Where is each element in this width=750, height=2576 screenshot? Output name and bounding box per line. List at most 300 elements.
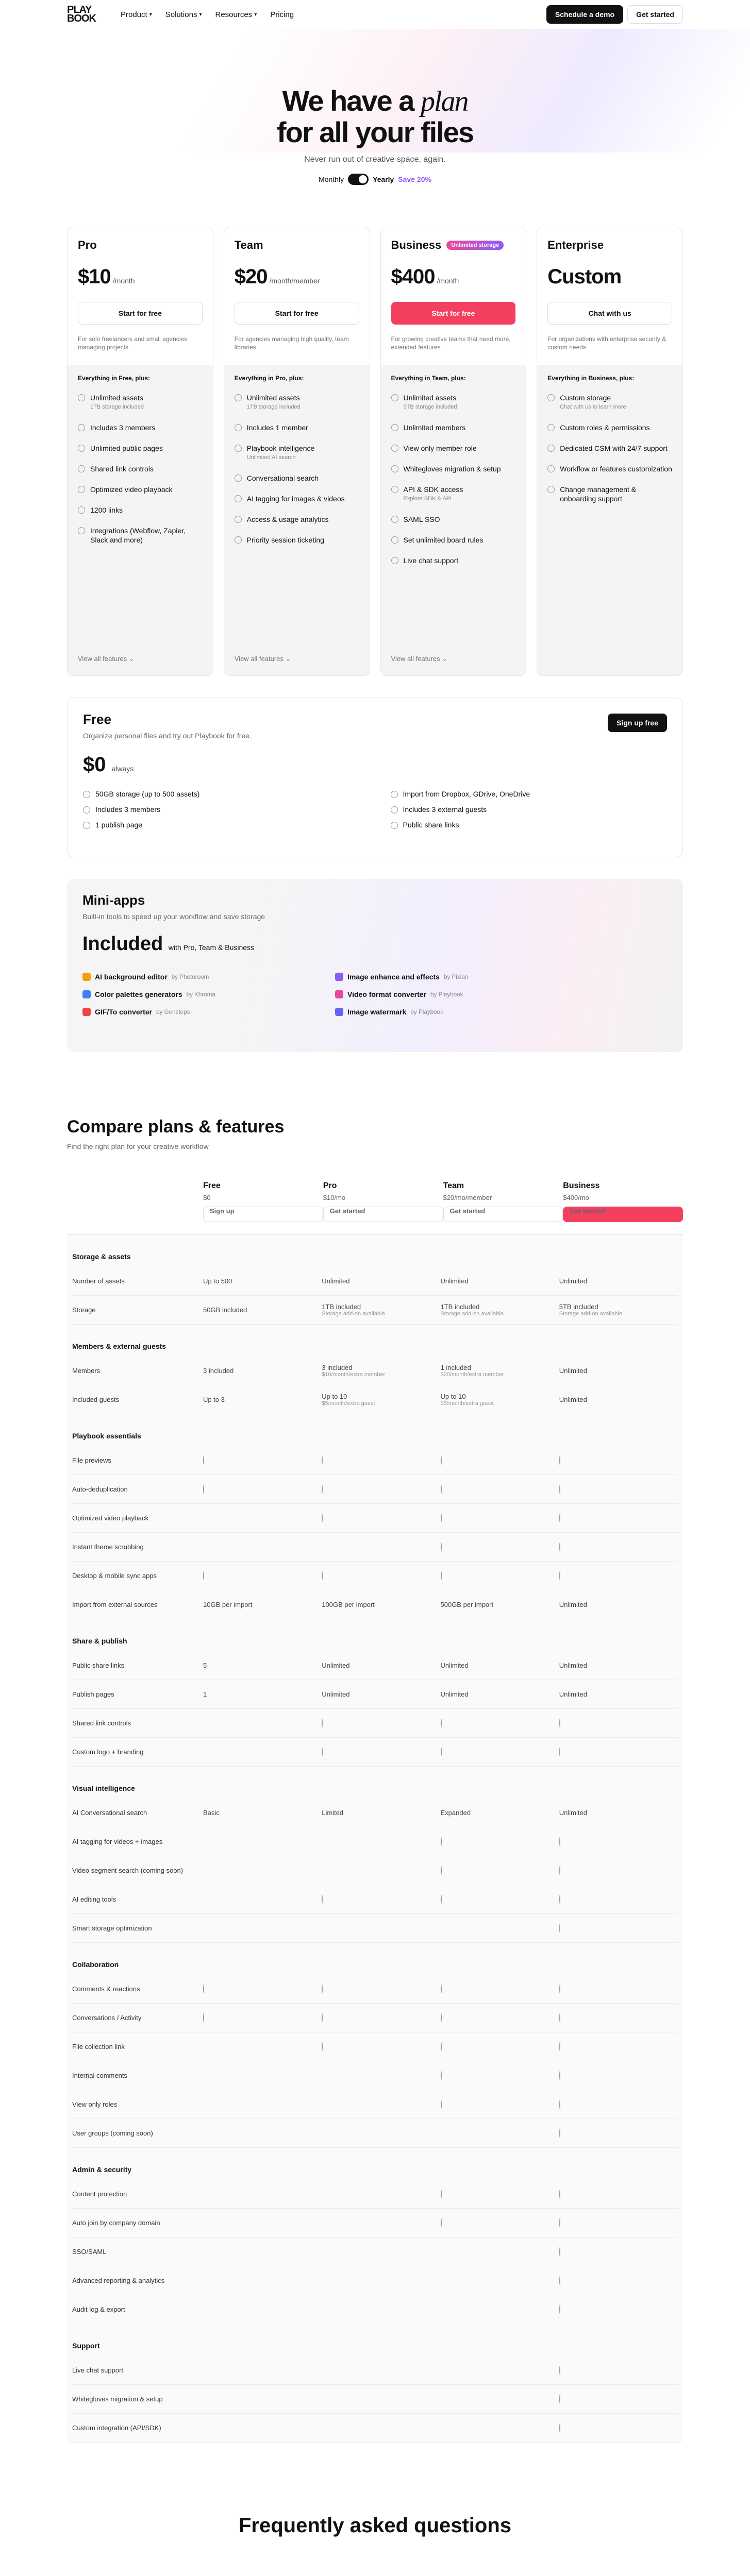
feature-text bbox=[560, 444, 668, 453]
compare-cta-button[interactable]: Get started bbox=[563, 1207, 683, 1222]
check-icon bbox=[203, 1571, 204, 1580]
check-icon bbox=[391, 394, 398, 401]
feature-label: Unlimited members bbox=[403, 423, 466, 432]
chevron-down-icon: ▾ bbox=[149, 11, 152, 18]
compare-value: 1TB included bbox=[322, 1303, 361, 1311]
compare-cell bbox=[441, 1809, 559, 1817]
feature-label: 1200 links bbox=[90, 506, 123, 514]
plan-features bbox=[537, 365, 682, 675]
compare-feature-name: Whitegloves migration & setup bbox=[72, 2395, 163, 2403]
features-heading: Everything in Business, plus: bbox=[547, 375, 635, 382]
feature-item bbox=[78, 505, 203, 515]
feature-text bbox=[247, 444, 315, 462]
compare-cell bbox=[203, 1396, 322, 1403]
compare-row bbox=[72, 1357, 678, 1385]
feature-item bbox=[391, 464, 516, 473]
compare-header bbox=[67, 1181, 683, 1234]
check-icon bbox=[441, 2013, 442, 2022]
feature-text bbox=[90, 393, 144, 412]
feature-label: Whitegloves migration & setup bbox=[403, 465, 501, 473]
feature-text bbox=[560, 393, 626, 412]
app-icon bbox=[82, 973, 91, 981]
compare-row bbox=[72, 2385, 678, 2414]
check-icon bbox=[441, 2100, 442, 2109]
compare-cell bbox=[559, 1985, 678, 1993]
compare-cell bbox=[441, 2043, 559, 2050]
check-icon bbox=[78, 506, 85, 514]
check-icon bbox=[78, 445, 85, 452]
plan-name-label: Business bbox=[391, 239, 442, 251]
feature-note: 5TB storage included bbox=[403, 404, 457, 410]
mini-apps-card bbox=[67, 879, 683, 1052]
check-icon bbox=[559, 1924, 560, 1933]
feature-text bbox=[560, 464, 672, 473]
free-title: Free bbox=[83, 711, 111, 727]
compare-cell bbox=[441, 1895, 559, 1903]
compare-cell bbox=[441, 2014, 559, 2022]
plan-card-top bbox=[224, 227, 370, 355]
save-badge: Save 20% bbox=[398, 175, 431, 183]
price-value: $400 bbox=[391, 265, 435, 288]
compare-cell bbox=[559, 1690, 678, 1698]
plan-description: For growing creative teams that need more, extended features bbox=[391, 335, 511, 351]
feature-text bbox=[247, 494, 345, 503]
check-icon bbox=[235, 474, 242, 482]
check-icon bbox=[391, 822, 398, 829]
check-icon bbox=[441, 1748, 442, 1756]
compare-note: $20/month/extra member bbox=[440, 1371, 504, 1378]
compare-note: $5/month/extra guest bbox=[322, 1400, 375, 1406]
compare-feature-name: Number of assets bbox=[72, 1277, 125, 1285]
plan-card-top bbox=[537, 227, 682, 355]
nav-item-label: Solutions bbox=[165, 10, 197, 19]
compare-cell bbox=[559, 2219, 678, 2227]
plan-name bbox=[391, 239, 516, 252]
compare-cell bbox=[559, 1514, 678, 1522]
check-icon bbox=[235, 424, 242, 431]
compare-cell bbox=[441, 1485, 559, 1493]
feature-label: Unlimited assets bbox=[246, 394, 300, 402]
free-feature-label: Import from Dropbox, GDrive, OneDrive bbox=[403, 790, 530, 798]
check-icon bbox=[322, 1985, 323, 1993]
free-feature-label: 50GB storage (up to 500 assets) bbox=[95, 790, 200, 798]
check-icon bbox=[203, 1456, 204, 1465]
nav-item[interactable] bbox=[215, 10, 257, 19]
feature-item bbox=[78, 526, 203, 545]
compare-row bbox=[72, 2004, 678, 2032]
compare-cell bbox=[441, 1393, 559, 1406]
feature-item bbox=[547, 464, 672, 473]
check-icon bbox=[559, 1514, 560, 1522]
free-feature-item bbox=[83, 790, 360, 798]
check-icon bbox=[547, 445, 555, 452]
faq-item[interactable] bbox=[165, 2568, 585, 2576]
feature-text bbox=[247, 393, 301, 412]
hero bbox=[0, 29, 750, 183]
feature-note: 1TB storage included bbox=[246, 404, 301, 410]
compare-cell bbox=[441, 2072, 559, 2079]
plan-cta-button[interactable]: Start for free bbox=[391, 302, 516, 325]
feature-label: Dedicated CSM with 24/7 support bbox=[560, 444, 668, 452]
compare-cell bbox=[322, 1662, 440, 1669]
mini-app-vendor: by Playbook bbox=[410, 1008, 443, 1015]
compare-row bbox=[72, 2209, 678, 2238]
plan-card bbox=[67, 227, 213, 676]
compare-note: Storage add-on available bbox=[559, 1311, 623, 1317]
compare-cta-button[interactable]: Get started bbox=[443, 1207, 563, 1222]
compare-cell bbox=[441, 1456, 559, 1464]
check-icon bbox=[559, 2218, 560, 2227]
check-icon bbox=[441, 1837, 442, 1846]
feature-item bbox=[391, 423, 516, 432]
compare-plan-name: Free bbox=[203, 1181, 221, 1190]
compare-value: Unlimited bbox=[559, 1367, 587, 1375]
check-icon bbox=[441, 1866, 442, 1875]
mini-app-item[interactable] bbox=[335, 973, 546, 981]
feature-item bbox=[547, 423, 672, 432]
compare-plan-name: Team bbox=[443, 1181, 464, 1190]
plan-cta-button[interactable]: Chat with us bbox=[547, 302, 672, 325]
chevron-down-icon: ▾ bbox=[199, 11, 202, 18]
plan-badge: Unlimited storage bbox=[446, 241, 504, 250]
compare-section-title: Playbook essentials bbox=[72, 1432, 141, 1440]
check-icon bbox=[322, 1895, 323, 1904]
price-value: $10 bbox=[78, 265, 111, 288]
compare-row bbox=[72, 1799, 678, 1827]
price-unit: /month/member bbox=[269, 277, 320, 285]
compare-cell bbox=[203, 2014, 322, 2022]
check-icon bbox=[83, 791, 90, 798]
mini-app-name: AI background editor bbox=[95, 973, 168, 981]
plan-name bbox=[547, 239, 672, 252]
compare-value: 1 bbox=[203, 1690, 207, 1698]
feature-item bbox=[235, 423, 359, 432]
check-icon bbox=[559, 2071, 560, 2080]
faq-title: Frequently asked questions bbox=[238, 2514, 512, 2537]
check-icon bbox=[559, 2190, 560, 2198]
compare-cell bbox=[559, 1543, 678, 1551]
yearly-label[interactable]: Yearly bbox=[373, 175, 394, 183]
check-icon bbox=[235, 536, 242, 544]
compare-cell bbox=[441, 1867, 559, 1874]
compare-note: $10/month/extra member bbox=[322, 1371, 386, 1378]
compare-cell bbox=[322, 1456, 440, 1464]
feature-text bbox=[247, 423, 308, 432]
check-icon bbox=[441, 2190, 442, 2198]
compare-title: Compare plans & features bbox=[67, 1117, 285, 1137]
compare-cell bbox=[322, 1719, 440, 1727]
compare-cell bbox=[441, 1838, 559, 1845]
plan-name-label: Pro bbox=[78, 239, 97, 251]
check-icon bbox=[559, 2100, 560, 2109]
monthly-label[interactable]: Monthly bbox=[319, 175, 344, 183]
feature-label: Optimized video playback bbox=[90, 485, 173, 494]
plan-card bbox=[537, 227, 683, 676]
check-icon bbox=[203, 2013, 204, 2022]
chevron-down-icon: ▾ bbox=[254, 11, 257, 18]
compare-cell bbox=[203, 1601, 322, 1608]
compare-row bbox=[72, 1590, 678, 1619]
feature-label: Playbook intelligence bbox=[246, 444, 315, 452]
compare-cell bbox=[441, 1719, 559, 1727]
compare-feature-name: Conversations / Activity bbox=[72, 2014, 142, 2022]
price-value: $20 bbox=[234, 265, 268, 288]
app-icon bbox=[82, 990, 91, 998]
plan-features bbox=[68, 365, 213, 675]
compare-cell bbox=[322, 1572, 440, 1580]
check-icon bbox=[559, 2305, 560, 2314]
app-icon bbox=[335, 973, 343, 981]
feature-label: Conversational search bbox=[246, 474, 319, 482]
compare-cell bbox=[559, 1895, 678, 1903]
check-icon bbox=[559, 1719, 560, 1727]
plan-card-top bbox=[68, 227, 213, 355]
logo[interactable]: PLAY BOOK bbox=[67, 4, 96, 24]
compare-feature-name: Included guests bbox=[72, 1396, 120, 1403]
feature-label: Unlimited public pages bbox=[90, 444, 163, 452]
feature-item bbox=[235, 393, 359, 412]
compare-row bbox=[72, 1562, 678, 1590]
check-icon bbox=[322, 1719, 323, 1727]
feature-label: Custom storage bbox=[560, 394, 611, 402]
feature-label: Change management & onboarding support bbox=[560, 485, 637, 503]
features-heading: Everything in Team, plus: bbox=[391, 375, 466, 382]
feature-label: API & SDK access bbox=[403, 485, 463, 494]
compare-value: Up to 10 bbox=[322, 1393, 347, 1400]
check-icon bbox=[391, 806, 398, 814]
check-icon bbox=[559, 1985, 560, 1993]
compare-feature-name: Auto join by company domain bbox=[72, 2219, 160, 2227]
check-icon bbox=[441, 1514, 442, 1522]
billing-switch[interactable] bbox=[348, 174, 369, 185]
check-icon bbox=[559, 2129, 560, 2138]
check-icon bbox=[322, 2042, 323, 2051]
compare-row bbox=[72, 2295, 678, 2324]
plan-card bbox=[380, 227, 527, 676]
free-feature-label: Includes 3 members bbox=[95, 805, 161, 814]
compare-section-title: Storage & assets bbox=[72, 1252, 131, 1261]
get-started-button[interactable]: Get started bbox=[627, 5, 683, 24]
compare-value: Unlimited bbox=[440, 1690, 469, 1698]
check-icon bbox=[559, 1571, 560, 1580]
check-icon bbox=[441, 1543, 442, 1551]
compare-feature-name: Custom integration (API/SDK) bbox=[72, 2424, 161, 2432]
check-icon bbox=[391, 445, 398, 452]
compare-section-title: Collaboration bbox=[72, 1960, 119, 1969]
feature-item bbox=[235, 515, 359, 524]
check-icon bbox=[559, 2366, 560, 2375]
feature-label: SAML SSO bbox=[403, 515, 440, 523]
free-features bbox=[83, 790, 667, 829]
check-icon bbox=[235, 516, 242, 523]
check-icon bbox=[559, 1748, 560, 1756]
feature-label: Shared link controls bbox=[90, 465, 154, 473]
nav-item[interactable] bbox=[270, 10, 294, 19]
compare-cell bbox=[322, 1601, 440, 1608]
compare-table bbox=[67, 1234, 683, 2443]
feature-label: Unlimited assets bbox=[403, 394, 457, 402]
feature-text bbox=[90, 423, 155, 432]
check-icon bbox=[391, 516, 398, 523]
feature-text bbox=[560, 423, 649, 432]
check-icon bbox=[78, 527, 85, 534]
compare-value: Expanded bbox=[440, 1809, 471, 1817]
compare-feature-name: File previews bbox=[72, 1456, 111, 1464]
feature-item bbox=[391, 556, 516, 565]
compare-feature-name: Public share links bbox=[72, 1662, 125, 1669]
sign-up-free-button[interactable]: Sign up free bbox=[608, 714, 667, 732]
compare-value: 5TB included bbox=[559, 1303, 598, 1311]
check-icon bbox=[322, 2013, 323, 2022]
compare-cell bbox=[559, 2248, 678, 2256]
feature-item bbox=[78, 393, 203, 412]
plan-price bbox=[78, 265, 203, 289]
compare-value: Up to 500 bbox=[203, 1277, 232, 1285]
compare-cell bbox=[322, 2043, 440, 2050]
feature-label: Access & usage analytics bbox=[246, 515, 329, 523]
compare-cell bbox=[441, 1601, 559, 1608]
compare-row bbox=[72, 1914, 678, 1943]
compare-section-title: Admin & security bbox=[72, 2165, 132, 2174]
compare-cell bbox=[203, 1277, 322, 1285]
check-icon bbox=[559, 1866, 560, 1875]
mini-apps-list bbox=[82, 973, 546, 1016]
compare-cta-button[interactable]: Sign up bbox=[203, 1207, 323, 1222]
view-all-features-link[interactable]: View all features ⌄ bbox=[78, 655, 135, 663]
compare-value: Unlimited bbox=[440, 1277, 469, 1285]
feature-item bbox=[78, 485, 203, 494]
check-icon bbox=[78, 394, 85, 401]
hero-subtitle: Never run out of creative space, again. bbox=[304, 155, 446, 164]
compare-cell bbox=[559, 1303, 678, 1317]
check-icon bbox=[441, 2042, 442, 2051]
compare-cell bbox=[441, 2219, 559, 2227]
free-feature-item bbox=[83, 805, 360, 814]
mini-app-item[interactable] bbox=[82, 990, 294, 998]
compare-note: Storage add-on available bbox=[440, 1311, 504, 1317]
mini-app-item[interactable] bbox=[82, 1008, 294, 1016]
check-icon bbox=[441, 1485, 442, 1494]
view-all-features-link[interactable]: View all features ⌄ bbox=[234, 655, 291, 663]
check-icon bbox=[559, 2247, 560, 2256]
compare-cell bbox=[203, 1809, 322, 1817]
feature-text bbox=[404, 556, 459, 565]
top-nav bbox=[0, 0, 750, 29]
check-icon bbox=[203, 1485, 204, 1494]
compare-row bbox=[72, 1296, 678, 1325]
compare-cell bbox=[559, 1809, 678, 1817]
mini-app-name: Image watermark bbox=[347, 1008, 407, 1016]
compare-row bbox=[72, 2414, 678, 2443]
check-icon bbox=[559, 2276, 560, 2285]
compare-cell bbox=[322, 1485, 440, 1493]
compare-subtitle: Find the right plan for your creative workflow bbox=[67, 1142, 209, 1150]
compare-row bbox=[72, 1267, 678, 1296]
view-all-features-link[interactable]: View all features ⌄ bbox=[391, 655, 448, 663]
compare-cell bbox=[441, 1277, 559, 1285]
compare-cell bbox=[559, 2100, 678, 2108]
feature-item bbox=[391, 444, 516, 453]
feature-text bbox=[404, 423, 466, 432]
compare-row bbox=[72, 1680, 678, 1709]
plan-card bbox=[224, 227, 370, 676]
compare-value: 1 included bbox=[440, 1364, 471, 1371]
compare-feature-name: AI tagging for videos + images bbox=[72, 1838, 163, 1845]
compare-cell bbox=[559, 1367, 678, 1375]
compare-cta-button[interactable]: Get started bbox=[323, 1207, 443, 1222]
price-unit: /month bbox=[112, 277, 135, 285]
app-icon bbox=[335, 990, 343, 998]
compare-row bbox=[72, 2090, 678, 2119]
feature-label: Workflow or features customization bbox=[560, 465, 672, 473]
check-icon bbox=[441, 1456, 442, 1465]
nav-item[interactable] bbox=[121, 10, 152, 19]
feature-label: Includes 3 members bbox=[90, 423, 156, 432]
compare-feature-name: User groups (coming soon) bbox=[72, 2129, 153, 2137]
nav-item-label: Resources bbox=[215, 10, 253, 19]
compare-feature-name: View only roles bbox=[72, 2100, 118, 2108]
compare-note: Storage add-on available bbox=[322, 1311, 385, 1317]
compare-row bbox=[72, 1975, 678, 2004]
compare-feature-name: Video segment search (coming soon) bbox=[72, 1867, 184, 1874]
compare-section bbox=[67, 1117, 683, 2443]
compare-cell bbox=[441, 1985, 559, 1993]
feature-note: Unlimited AI search bbox=[246, 454, 296, 461]
compare-cell bbox=[203, 1367, 322, 1375]
check-icon bbox=[391, 486, 398, 493]
free-feature-item bbox=[391, 821, 668, 829]
nav-item[interactable] bbox=[165, 10, 202, 19]
compare-feature-name: Optimized video playback bbox=[72, 1514, 149, 1522]
check-icon bbox=[559, 2042, 560, 2051]
free-feature-label: Public share links bbox=[403, 821, 459, 829]
feature-label: Integrations (Webflow, Zapier, Slack and more) bbox=[90, 527, 186, 544]
plan-description: For solo freelancers and small agencies managing projects bbox=[78, 335, 188, 351]
mini-app-item[interactable] bbox=[335, 1008, 546, 1016]
check-icon bbox=[559, 1895, 560, 1904]
compare-cell bbox=[559, 1572, 678, 1580]
check-icon bbox=[78, 424, 85, 431]
feature-text bbox=[90, 526, 203, 545]
compare-cell bbox=[559, 1456, 678, 1464]
mini-app-item[interactable] bbox=[82, 973, 294, 981]
compare-row bbox=[72, 2238, 678, 2266]
feature-item bbox=[391, 485, 516, 503]
check-icon bbox=[391, 536, 398, 544]
plan-cta-button[interactable]: Start for free bbox=[78, 302, 203, 325]
compare-cell bbox=[322, 2014, 440, 2022]
mini-apps-included: Included with Pro, Team & Business bbox=[82, 933, 255, 955]
plan-cta-button[interactable]: Start for free bbox=[235, 302, 359, 325]
compare-cell bbox=[322, 1748, 440, 1756]
compare-feature-name: Live chat support bbox=[72, 2366, 124, 2374]
feature-item bbox=[78, 444, 203, 453]
compare-cell bbox=[441, 1662, 559, 1669]
billing-toggle bbox=[0, 174, 750, 185]
plan-description: For agencies managing high quality, team libraries bbox=[234, 335, 349, 351]
check-icon bbox=[83, 806, 90, 814]
check-icon bbox=[322, 1514, 323, 1522]
schedule-demo-button[interactable]: Schedule a demo bbox=[546, 5, 623, 24]
compare-cell bbox=[559, 1662, 678, 1669]
compare-cell bbox=[441, 1690, 559, 1698]
features-heading: Everything in Pro, plus: bbox=[234, 375, 304, 382]
mini-app-item[interactable] bbox=[335, 990, 546, 998]
check-icon bbox=[235, 394, 242, 401]
plan-features bbox=[381, 365, 526, 675]
compare-row bbox=[72, 1385, 678, 1414]
check-icon bbox=[391, 791, 398, 798]
